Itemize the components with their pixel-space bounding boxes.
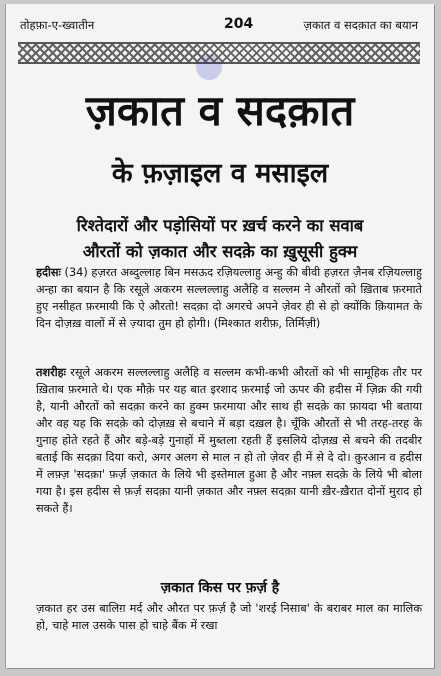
- hadees-label: हदीसः: [36, 266, 61, 279]
- tashreeh-paragraph: [36, 364, 422, 517]
- hadees-text: (34) हज़रत अब्दुल्लाह बिन मसऊद रज़ियल्लाहु अन्हु की बीवी हज़रत ज़ैनब रज़ियल्लाहु अन्हा का बयान है कि रसूले अकरम सल्लल्लाहु अलैहि व सल्लम ने औरतों को ख़िताब फ़रमाते हुए नसीहत फ़रमायी कि ऐ औरतो! सदक़ा दो अगरचे अपने ज़ेवर ही से हो क्योंकि क़ियामत के दिन दोज़ख़ वालों में से ज़्यादा तुम हो होगी। (मिश्कात शरीफ़, तिर्मिज़ी): [36, 266, 422, 330]
- chapter-subtitle: के फ़ज़ाइल व मसाइल: [111, 158, 329, 189]
- tashreeh-text: रसूले अकरम सल्लल्लाहु अलैहि व सल्लम कभी-कभी औरतों को भी सामूहिक तौर पर ख़िताब फ़रमाते थे। एक मौक़े पर यह बात इरशाद फ़रमाई जो ऊपर की हदीस में ज़िक्र की गयी है, यानी औरतों को सदक़ा करने का हुक्म फ़रमाया और साथ ही सदक़े का फ़ायदा भी बताया और वह यह कि सदक़े को दोज़ख़ से बचाने में बड़ा दख़ल है। चूँकि औरतों से भी तरह-तरह के गुनाह होते रहते हैं और बड़े-बड़े गुनाहों में मुब्तला रहती हैं इसलिये दोज़ख़ से बचने की तदबीर बताई कि सदक़ा दिया करो, अगर अलग से माल न हो तो ज़ेवर ही में से दे दो। क़ुरआन व हदीस में लफ़्ज़ 'सदक़ा' फ़र्ज़ ज़कात के लिये भी इस्तेमाल हुआ है और नफ़्ल सदक़े के लिये भी बोला गया है। इस हदीस से फ़र्ज़ सदक़ा यानी ज़कात और नफ़्ल सदक़ा यानी ख़ैर-ख़ैरात दोनों मुराद हो सकते हैं।: [36, 366, 422, 515]
- book-title-header: तोहफ़ा-ए-ख्वातीन: [20, 18, 95, 32]
- section-subheading: औरतों को ज़कात और सदक़े का ख़ुसूसी हुक्म: [82, 242, 358, 261]
- tashreeh-label: तशरीहः: [36, 366, 66, 379]
- zakat-subheading: ज़कात किस पर फ़र्ज़ है: [160, 580, 280, 596]
- zakat-paragraph: ज़कात हर उस बालिग़ मर्द और औरत पर फ़र्ज़ है जो 'शरई निसाब' के बराबर माल का मालिक हो, चाहे माल उसके पास हो चाहे बैंक में रखा: [36, 602, 422, 632]
- hadees-paragraph: [36, 264, 422, 332]
- page-number: 204: [224, 16, 254, 32]
- chapter-title: ज़कात व सदक़ात: [85, 86, 355, 135]
- decorative-border: [18, 42, 420, 64]
- book-page: [6, 4, 434, 668]
- chapter-title-header: ज़कात व सदक़ात का बयान: [303, 18, 418, 32]
- section-heading: रिश्तेदारों और पड़ोसियों पर ख़र्च करने का सवाब: [76, 216, 364, 235]
- running-header: [20, 18, 418, 36]
